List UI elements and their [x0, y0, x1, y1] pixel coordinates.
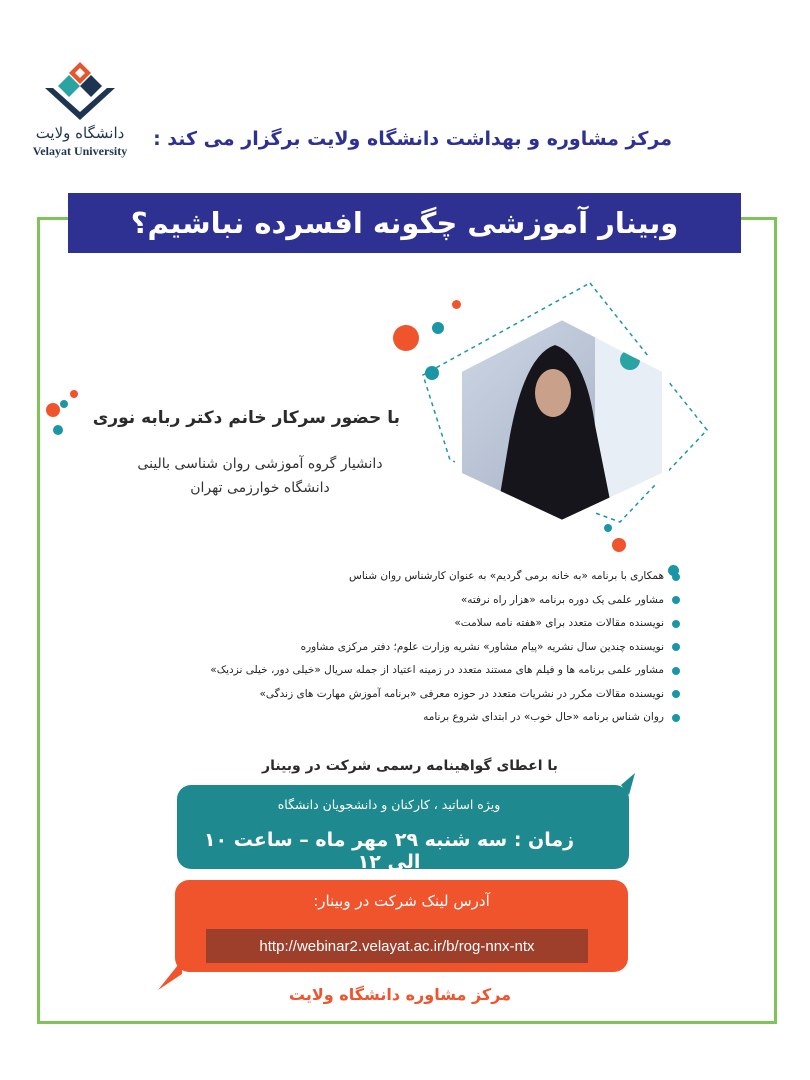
list-item [120, 589, 680, 613]
bullet-dot-icon [672, 573, 680, 581]
bullet-dot-icon [672, 714, 680, 722]
list-item [120, 683, 680, 707]
list-item-text: نویسنده مقالات مکرر در نشریات متعدد در حوزه معرفی «برنامه آموزش مهارت های زندگی» [259, 687, 664, 700]
logo-name-fa: دانشگاه ولایت [35, 124, 125, 142]
list-item [120, 565, 680, 589]
webinar-url[interactable]: http://webinar2.velayat.ac.ir/b/rog-nnx-ntx [259, 937, 535, 955]
list-item-text: نویسنده مقالات متعدد برای «هفته نامه سلامت» [454, 617, 664, 629]
list-item-text: نویسنده چندین سال نشریه «پیام مشاور» نشریه وزارت علوم؛ دفتر مرکزی مشاوره [300, 640, 664, 653]
list-item-text: مشاور علمی برنامه ها و فیلم های مستند متعدد در زمینه اعتیاد از جمله سریال «خیلی دور، خیلی نزدیک» [210, 664, 664, 676]
logo-name-en: Velayat University [32, 144, 128, 158]
list-item-text: همکاری با برنامه «به خانه برمی گردیم» به عنوان کارشناس روان شناس [349, 570, 664, 582]
affiliation-line: دانشیار گروه آموزشی روان شناسی بالینی [137, 456, 383, 472]
decor-dot-orange-large [393, 325, 419, 351]
decor-dot-orange [612, 538, 626, 552]
certificate-note: با اعطای گواهینامه رسمی شرکت در وبینار [262, 758, 558, 774]
affiliation-line: دانشگاه خوارزمی تهران [190, 480, 330, 496]
decor-dot-teal [604, 524, 612, 532]
presenter-intro: با حضور سرکار خانم دکتر ربابه نوری [92, 408, 400, 428]
list-item [120, 636, 680, 660]
bullet-dot-icon [672, 596, 680, 604]
bullet-dot-icon [672, 667, 680, 675]
bullet-dot-icon [672, 643, 680, 651]
logo-mark-icon [39, 58, 121, 122]
bullet-dot-icon [672, 620, 680, 628]
credentials-list [120, 565, 680, 730]
link-label: آدرس لینک شرکت در وبینار: [313, 892, 490, 910]
footer-org: مرکز مشاوره دانشگاه ولایت [288, 985, 512, 1004]
organizer-title: مرکز مشاوره و بهداشت دانشگاه ولایت برگزار می کند : [153, 128, 672, 150]
webinar-link[interactable] [206, 929, 588, 963]
presenter-affiliation [100, 452, 420, 500]
decor-dot-orange [46, 403, 60, 417]
list-item [120, 659, 680, 683]
list-item-text: مشاور علمی یک دوره برنامه «هزار راه نرفته» [460, 593, 664, 606]
time-text: زمان : سه شنبه ۲۹ مهر ماه – ساعت ۱۰ الی ۱۲ [203, 829, 575, 873]
webinar-title-banner [68, 193, 741, 253]
list-item [120, 612, 680, 636]
list-item-text: روان شناس برنامه «حال خوب» در ابتدای شروع برنامه [423, 711, 664, 723]
webinar-title: وبینار آموزشی چگونه افسرده نباشیم؟ [130, 206, 679, 240]
list-item [120, 706, 680, 730]
schedule-box [177, 785, 629, 873]
bullet-dot-icon [672, 690, 680, 698]
presenter-photo [455, 315, 669, 525]
audience-text: ویژه اساتید ، کارکنان و دانشجویان دانشگاه [277, 797, 501, 812]
decor-dot-teal [60, 400, 68, 408]
decor-dot-orange [70, 390, 78, 398]
